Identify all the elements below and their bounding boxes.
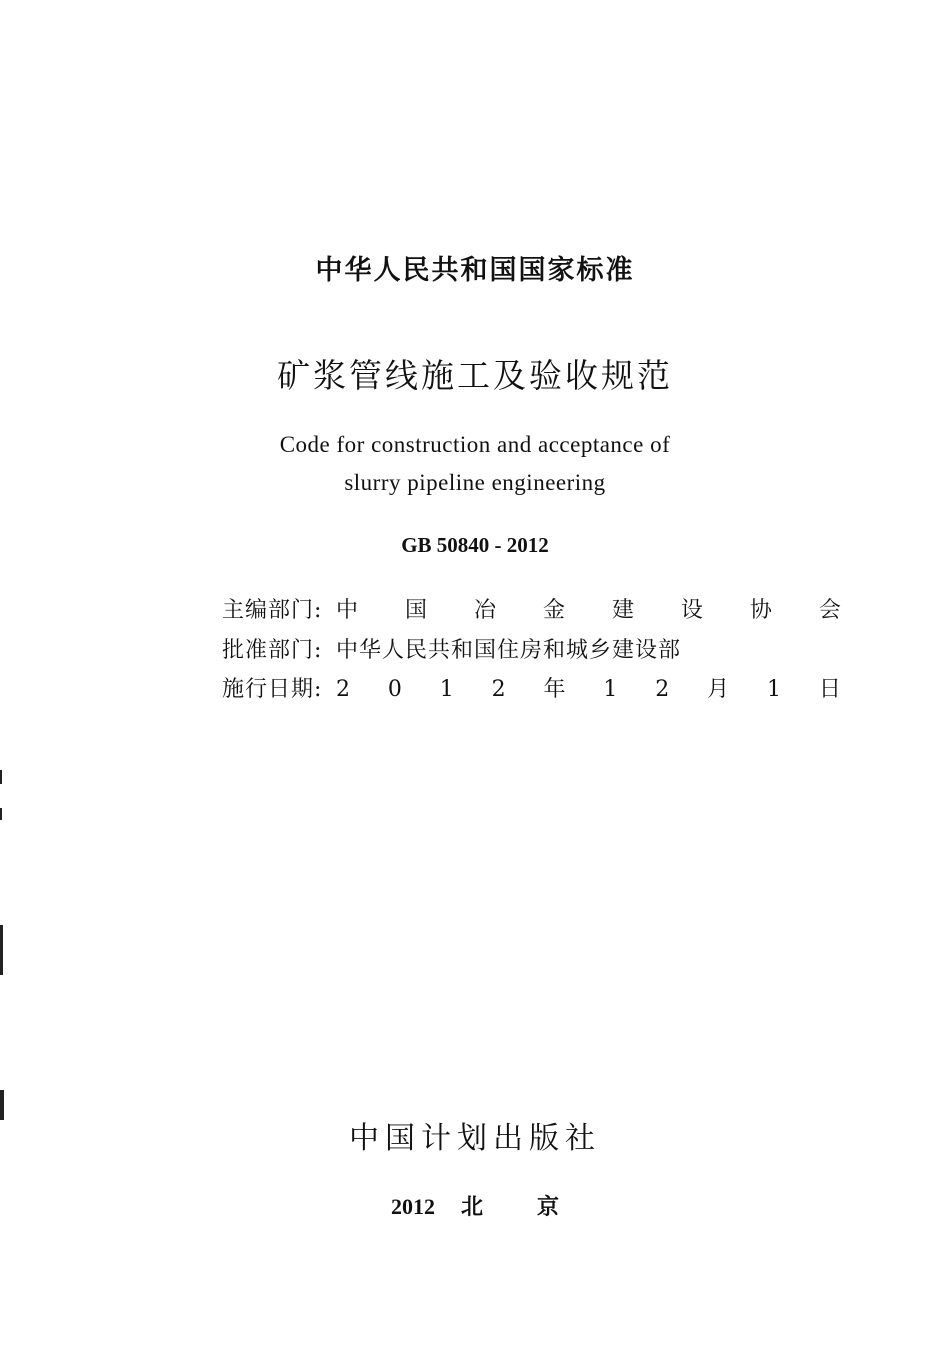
standard-series-title: 中华人民共和国国家标准 <box>315 255 635 286</box>
date-char: 1 <box>603 677 618 702</box>
document-title-en <box>0 426 950 502</box>
effective-date-label: 施行日期: <box>222 677 323 702</box>
publication-place-year <box>0 1190 950 1221</box>
editor-row <box>222 594 841 628</box>
date-char: 2 <box>655 677 670 702</box>
date-char: 2 <box>336 677 350 702</box>
title-en-line-2: slurry pipeline engineering <box>344 470 606 495</box>
date-char: 2 <box>491 677 506 702</box>
editor-char: 设 <box>680 598 703 623</box>
editor-char: 会 <box>818 598 841 623</box>
editor-label: 主编部门: <box>222 598 323 623</box>
editor-value <box>336 594 841 628</box>
date-char: 1 <box>439 677 454 702</box>
approver-value: 中华人民共和国住房和城乡建设部 <box>336 638 682 663</box>
scan-edge-mark <box>0 925 3 975</box>
standard-code: GB 50840 - 2012 <box>401 533 549 557</box>
editor-char: 冶 <box>473 598 496 623</box>
scan-edge-mark <box>0 770 2 784</box>
effective-date-row <box>222 673 841 707</box>
date-char: 日 <box>818 677 841 702</box>
date-char: 年 <box>543 677 566 702</box>
title-en-line-1: Code for construction and acceptance of <box>279 432 671 457</box>
publication-year: 2012 <box>390 1194 435 1219</box>
effective-date-value <box>336 673 841 707</box>
scan-edge-mark <box>0 808 2 820</box>
date-char: 1 <box>767 677 782 702</box>
document-title-cn: 矿浆管线施工及验收规范 <box>277 356 673 395</box>
date-char: 月 <box>707 677 730 702</box>
approver-row <box>222 634 727 668</box>
approver-label: 批准部门: <box>222 638 323 663</box>
editor-char: 建 <box>611 598 634 623</box>
editor-char: 金 <box>542 598 565 623</box>
publisher-name: 中国计划出版社 <box>349 1121 601 1156</box>
scan-edge-mark <box>0 1090 4 1120</box>
publication-city-char: 京 <box>537 1194 560 1219</box>
publication-city-char: 北 <box>460 1194 483 1219</box>
editor-char: 中 <box>336 598 359 623</box>
date-char: 0 <box>387 677 402 702</box>
editor-char: 国 <box>404 598 427 623</box>
editor-char: 协 <box>749 598 772 623</box>
